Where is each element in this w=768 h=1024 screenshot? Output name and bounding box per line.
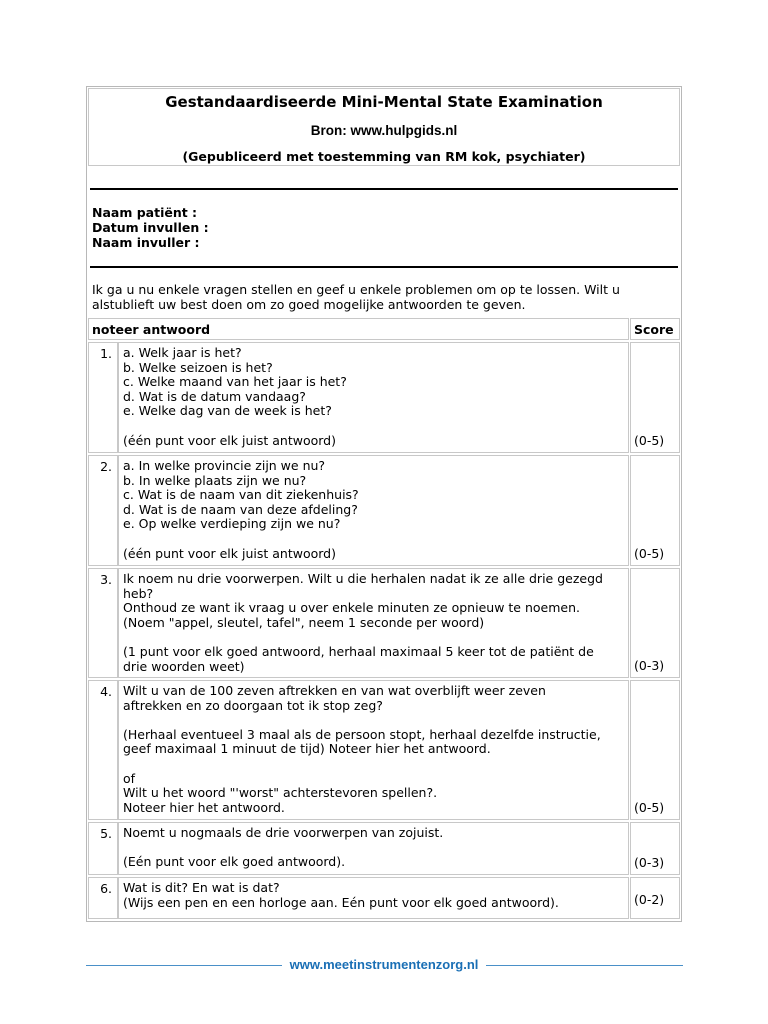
question-number-2: 2. <box>88 455 118 566</box>
intro-text: Ik ga u nu enkele vragen stellen en geef u enkele problemen om op te lossen. Wilt u alstublieft uw best doen om zo goed mogelijke antwoorden te geven. <box>92 282 620 312</box>
question-5-note: (Eén punt voor elk goed antwoord). <box>123 854 346 870</box>
column-header-score: Score <box>630 318 680 340</box>
divider-top <box>90 188 678 190</box>
question-number-5: 5. <box>88 822 118 875</box>
question-2-line-b: b. In welke plaats zijn we nu? <box>123 472 307 488</box>
question-number-4: 4. <box>88 680 118 820</box>
score-4: (0-5) <box>634 800 665 815</box>
question-6 <box>118 877 629 919</box>
question-1-line-e: e. Welke dag van de week is het? <box>123 403 332 419</box>
question-3-note-2: drie woorden weet) <box>123 658 245 674</box>
score-cell-3 <box>630 568 680 678</box>
question-3-line-1: Ik noem nu drie voorwerpen. Wilt u die herhalen nadat ik ze alle drie gezegd <box>123 571 603 586</box>
score-cell-2 <box>630 455 680 566</box>
question-1-note: (één punt voor elk juist antwoord) <box>123 432 336 448</box>
question-4-line-2: aftrekken en zo doorgaan tot ik stop zeg? <box>123 697 383 713</box>
score-cell-6 <box>630 877 680 919</box>
question-4-end-1: of <box>123 770 136 786</box>
question-1-line-d: d. Wat is de datum vandaag? <box>123 388 306 404</box>
question-number-6: 6. <box>88 877 118 919</box>
question-6-line-1: Wat is dit? En wat is dat? <box>123 880 280 895</box>
question-4-end-3: Noteer hier het antwoord. <box>123 799 285 815</box>
question-1-line-b: b. Welke seizoen is het? <box>123 359 273 375</box>
score-2: (0-5) <box>634 546 665 561</box>
question-3-line-2: heb? <box>123 585 154 601</box>
score-5: (0-3) <box>634 855 665 870</box>
question-2-note: (één punt voor elk juist antwoord) <box>123 545 336 561</box>
column-header-answer: noteer antwoord <box>88 318 629 340</box>
question-4-mid-1: (Herhaal eventueel 3 maal als de persoon stopt, herhaal dezelfde instructie, <box>123 726 601 742</box>
score-cell-1 <box>630 342 680 453</box>
question-2-line-c: c. Wat is de naam van dit ziekenhuis? <box>123 487 359 503</box>
question-3-line-3: Onthoud ze want ik vraag u over enkele minuten ze opnieuw te noemen. <box>123 600 580 616</box>
question-3-line-4: (Noem "appel, sleutel, tafel", neem 1 seconde per woord) <box>123 614 485 630</box>
question-1-line-a: a. Welk jaar is het? <box>123 345 242 360</box>
question-2-line-d: d. Wat is de naam van deze afdeling? <box>123 501 358 517</box>
question-2 <box>118 455 629 566</box>
question-number-3: 3. <box>88 568 118 678</box>
score-cell-4 <box>630 680 680 820</box>
published-note: (Gepubliceerd met toestemming van RM kok, psychiater) <box>182 149 586 164</box>
patient-name-label: Naam patiënt : <box>92 205 198 220</box>
question-3 <box>118 568 629 678</box>
divider-bottom <box>90 266 678 268</box>
score-1: (0-5) <box>634 433 665 448</box>
question-3-note-1: (1 punt voor elk goed antwoord, herhaal maximaal 5 keer tot de patiënt de <box>123 643 594 659</box>
page-title: Gestandaardiseerde Mini-Mental State Examination <box>165 93 603 111</box>
patient-fields <box>92 205 209 250</box>
score-3: (0-3) <box>634 658 665 673</box>
question-2-line-e: e. Op welke verdieping zijn we nu? <box>123 516 341 532</box>
question-5-line-1: Noemt u nogmaals de drie voorwerpen van zojuist. <box>123 825 444 840</box>
form-header <box>88 88 680 166</box>
score-cell-5 <box>630 822 680 875</box>
question-4-line-1: Wilt u van de 100 zeven aftrekken en van wat overblijft weer zeven <box>123 683 546 698</box>
date-filled-label: Datum invullen : <box>92 220 209 235</box>
filler-name-label: Naam invuller : <box>92 235 200 250</box>
score-6: (0-2) <box>634 892 665 907</box>
question-6-line-2: (Wijs een pen en een horloge aan. Eén punt voor elk goed antwoord). <box>123 894 559 910</box>
question-1-line-c: c. Welke maand van het jaar is het? <box>123 374 347 390</box>
source-line: Bron: www.hulpgids.nl <box>310 123 458 138</box>
question-number-1: 1. <box>88 342 118 453</box>
question-5 <box>118 822 629 875</box>
question-4-end-2: Wilt u het woord "'worst" achterstevoren spellen?. <box>123 785 438 801</box>
question-2-line-a: a. In welke provincie zijn we nu? <box>123 458 326 473</box>
question-4 <box>118 680 629 820</box>
question-1 <box>118 342 629 453</box>
question-4-mid-2: geef maximaal 1 minuut de tijd) Noteer hier het antwoord. <box>123 741 491 757</box>
footer-link[interactable]: www.meetinstrumentenzorg.nl <box>289 957 479 972</box>
